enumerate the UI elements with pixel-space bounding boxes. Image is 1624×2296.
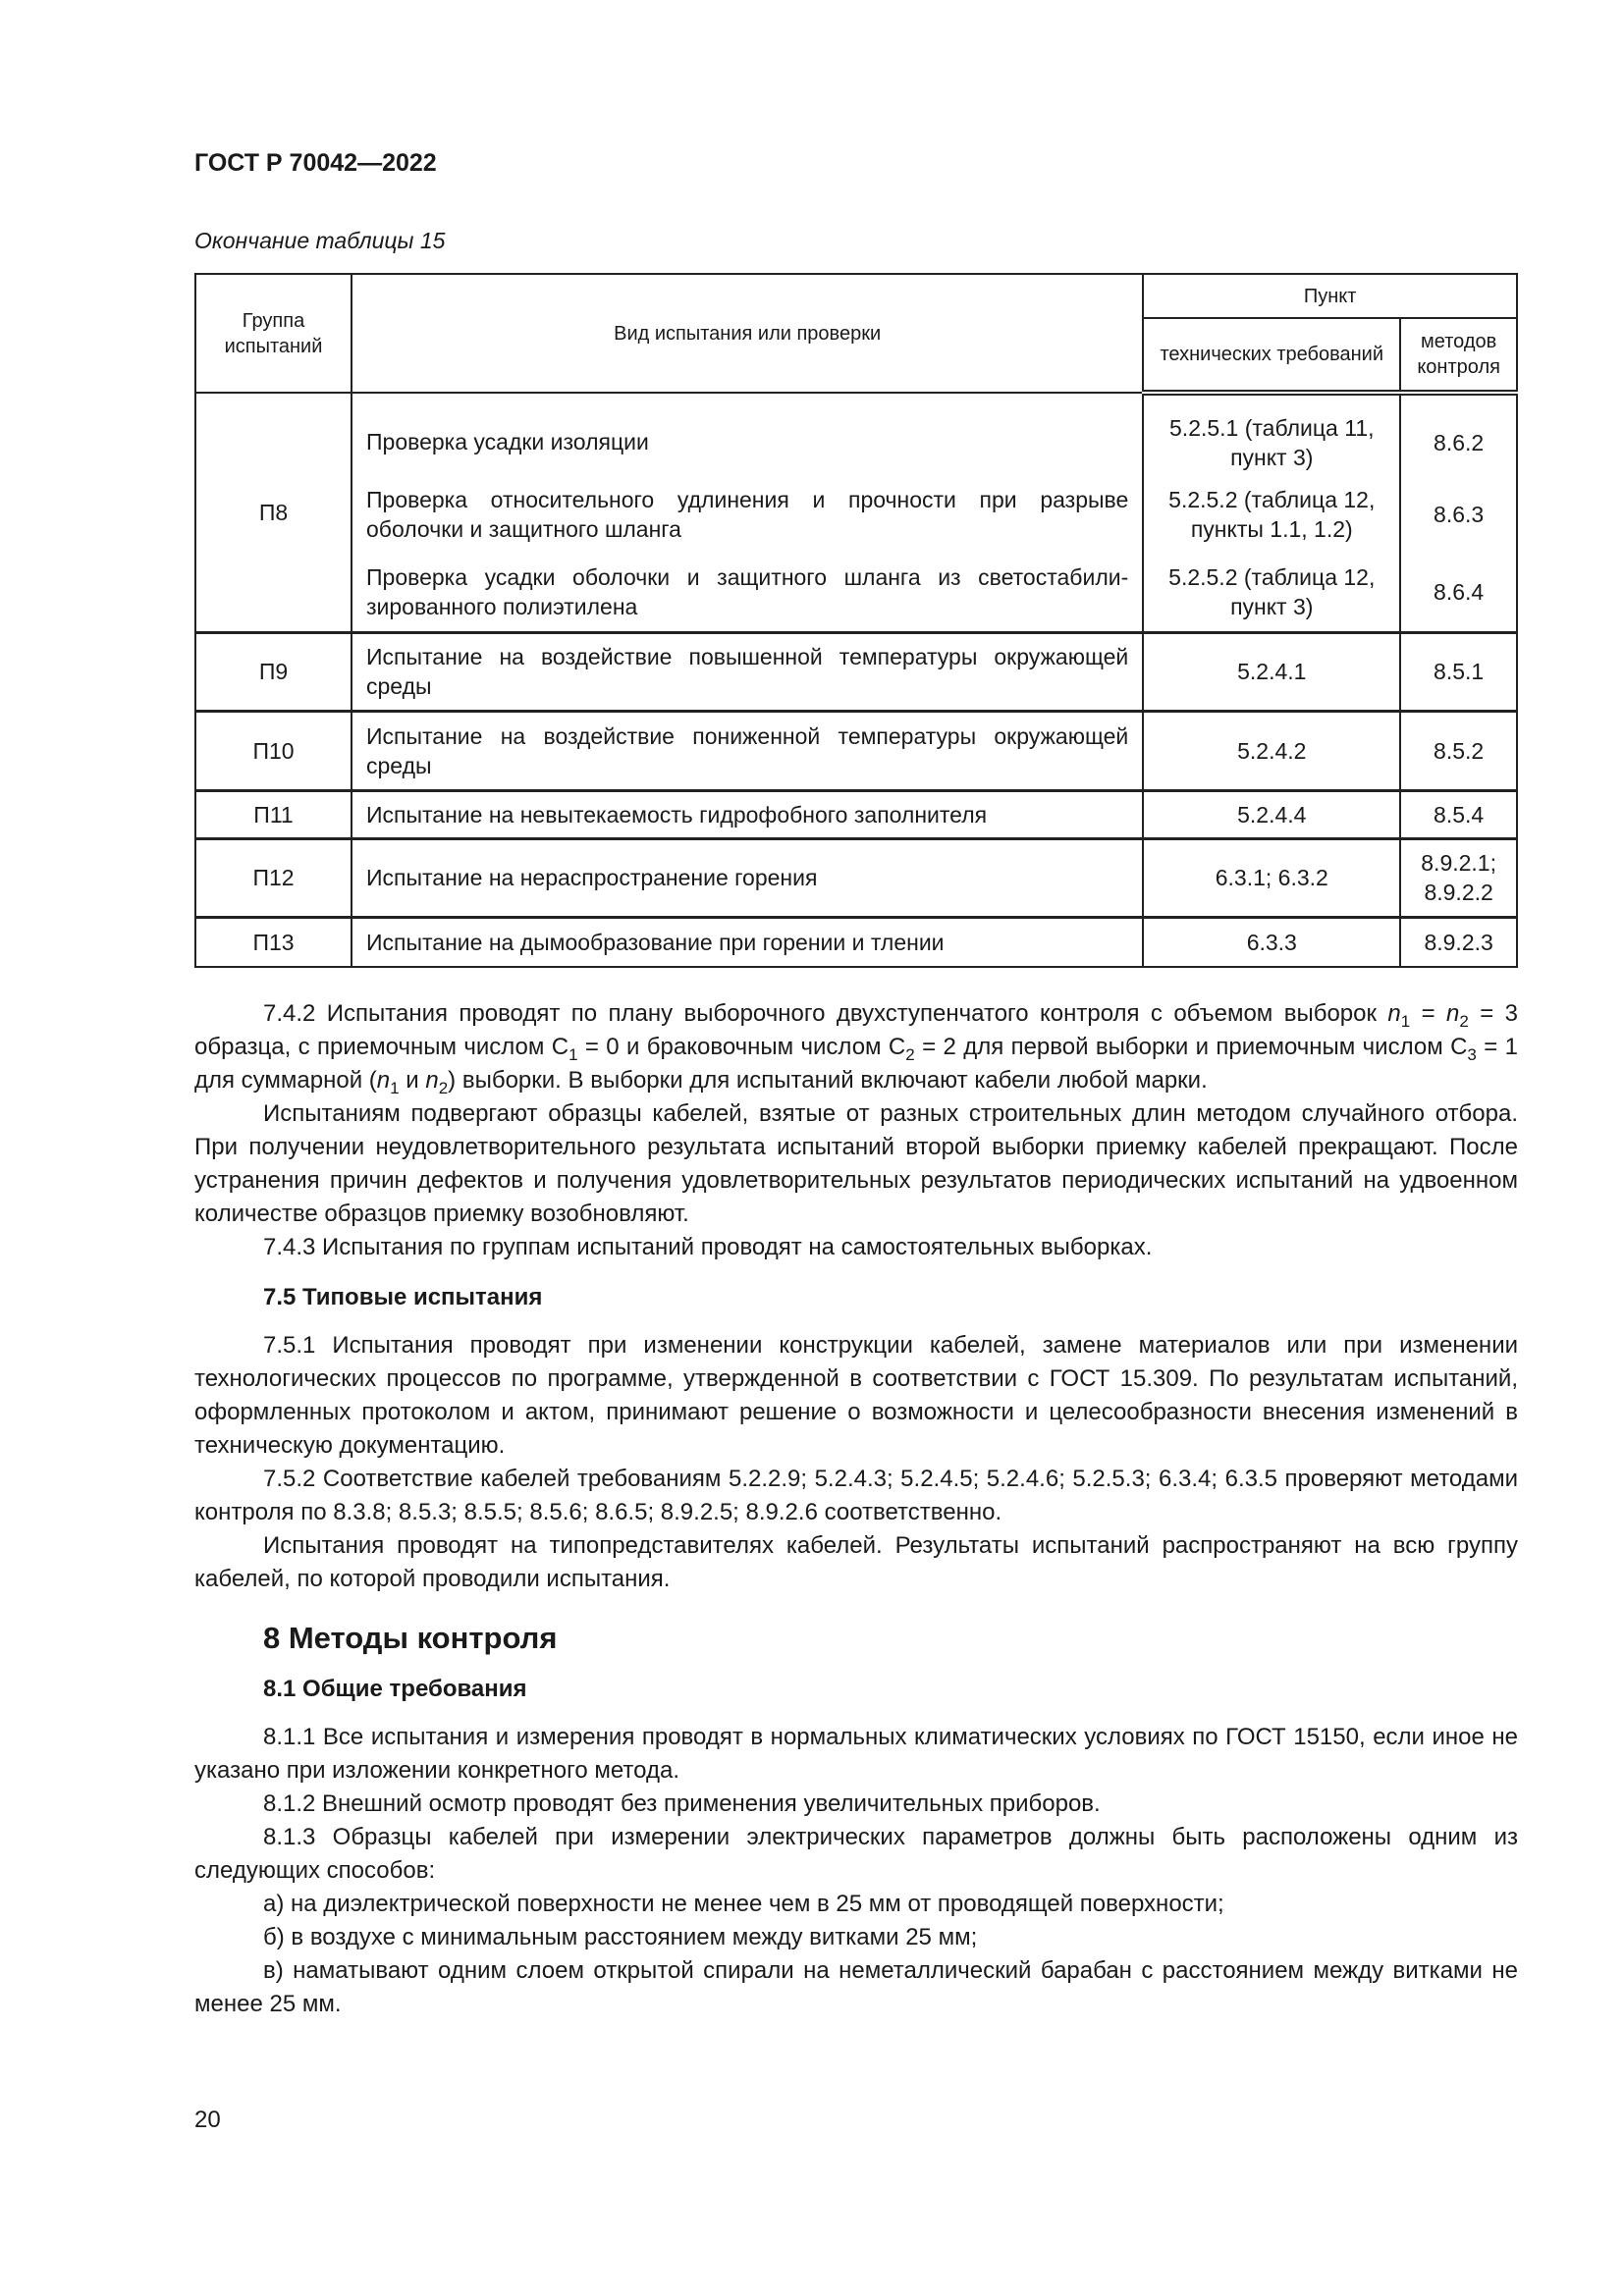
paragraph-7-5-2: 7.5.2 Соответствие кабелей требованиям 5.2.2.9; 5.2.4.3; 5.2.4.5; 5.2.4.6; 5.2.5.3; 6.3.4; 6.3.5 проверяют методами контроля по 8.3.8; 8.5.3; 8.5.5; 8.5.6; 8.6.5; 8.9.2.5; 8.9.2.6 соответственно. bbox=[194, 1466, 1518, 1525]
variable: n bbox=[1387, 1000, 1401, 1027]
subscript: 3 bbox=[1467, 1045, 1477, 1064]
paragraph: Испытаниям подвергают образцы кабелей, взятые от разных строительных длин методом случайного отбора. При получении неудовлетворительного результата испытаний второй выборки приемку кабелей прекращают. После устранения причин дефектов и получения удовлетворительных результатов периодических испытаний на удвоенном количестве образцов приемку возобновляют. bbox=[194, 1100, 1518, 1227]
tech-cell: 5.2.5.2 (таблица 12, пункты 1.1, 1.2) bbox=[1143, 475, 1400, 554]
methods-cell: 8.5.1 bbox=[1400, 632, 1517, 711]
tech-cell: 5.2.4.2 bbox=[1143, 711, 1400, 790]
methods-cell: 8.9.2.3 bbox=[1400, 917, 1517, 967]
tech-cell: 5.2.5.2 (таблица 12, пункт 3) bbox=[1143, 554, 1400, 632]
group-cell: П13 bbox=[195, 917, 352, 967]
table-row bbox=[195, 475, 1517, 554]
header-methods: методов контроля bbox=[1400, 318, 1517, 393]
variable: n bbox=[425, 1067, 439, 1094]
text-segment: = 0 и браковочным числом С bbox=[577, 1034, 906, 1060]
group-cell: П10 bbox=[195, 711, 352, 790]
text-segment: 7.4.2 Испытания проводят по плану выборочного двухступенчатого контроля с объемом выборок bbox=[263, 1000, 1388, 1027]
methods-cell: 8.5.4 bbox=[1400, 790, 1517, 838]
subscript: 2 bbox=[905, 1045, 915, 1064]
paragraph: Испытания проводят на типопредставителях кабелей. Результаты испытаний распространяют на всю группу кабелей, по которой проводили испытания. bbox=[194, 1532, 1518, 1592]
table-row bbox=[195, 917, 1517, 967]
paragraph-8-1-1: 8.1.1 Все испытания и измерения проводят в нормальных климатических условиях по ГОСТ 15150, если иное не указано при изложении конкретного метода. bbox=[194, 1724, 1518, 1784]
type-cell: Проверка усадки оболочки и защитного шланга из светостабилизированного полиэтилена bbox=[352, 554, 1143, 632]
tech-cell: 5.2.4.4 bbox=[1143, 790, 1400, 838]
subscript: 2 bbox=[438, 1079, 449, 1097]
heading-8: 8 Методы контроля bbox=[263, 1621, 558, 1655]
variable: n bbox=[376, 1067, 391, 1094]
text-segment: = bbox=[1410, 1000, 1447, 1027]
table-caption: Окончание таблицы 15 bbox=[194, 228, 446, 253]
text-segment: = 2 для первой выборки и приемочным числом С bbox=[914, 1034, 1468, 1060]
methods-cell: 8.6.4 bbox=[1400, 554, 1517, 632]
header-clause: Пункт bbox=[1143, 274, 1517, 318]
table-row bbox=[195, 838, 1517, 917]
section-7-4-text bbox=[194, 997, 1518, 2021]
heading-7-5: 7.5 Типовые испытания bbox=[263, 1284, 543, 1310]
methods-cell: 8.6.2 bbox=[1400, 393, 1517, 475]
text-segment: = 3 образца, с приемочным числом С bbox=[194, 1000, 1519, 1060]
table-row bbox=[195, 554, 1517, 632]
header-tech: технических требований bbox=[1143, 318, 1400, 393]
text-segment: = 1 для суммарной ( bbox=[194, 1034, 1518, 1094]
type-cell: Испытание на дымообразование при горении и тлении bbox=[352, 917, 1143, 967]
group-cell: П8 bbox=[195, 393, 352, 632]
paragraph-8-1-3: 8.1.3 Образцы кабелей при измерении электрических параметров должны быть расположены одним из следующих способов: bbox=[194, 1824, 1518, 1884]
table-row bbox=[195, 632, 1517, 711]
methods-cell: 8.5.2 bbox=[1400, 711, 1517, 790]
list-item-a: а) на диэлектрической поверхности не менее чем в 25 мм от проводящей поверхности; bbox=[263, 1891, 1224, 1917]
header-type: Вид испытания или проверки bbox=[352, 274, 1143, 393]
subscript: 1 bbox=[1400, 1012, 1411, 1031]
table-row bbox=[195, 790, 1517, 838]
type-cell: Проверка относительного удлинения и прочности при разрыве оболочки и защитного шланга bbox=[352, 475, 1143, 554]
paragraph-7-4-3: 7.4.3 Испытания по группам испытаний проводят на самостоятельных выборках. bbox=[263, 1234, 1153, 1260]
type-cell: Проверка усадки изоляции bbox=[352, 393, 1143, 475]
methods-cell: 8.6.3 bbox=[1400, 475, 1517, 554]
tech-cell: 6.3.3 bbox=[1143, 917, 1400, 967]
subscript: 1 bbox=[568, 1045, 578, 1064]
methods-cell: 8.9.2.1; 8.9.2.2 bbox=[1400, 838, 1517, 917]
type-cell: Испытание на невытекаемость гидрофобного заполнителя bbox=[352, 790, 1143, 838]
table-row bbox=[195, 711, 1517, 790]
table-row bbox=[195, 393, 1517, 475]
subscript: 1 bbox=[390, 1079, 400, 1097]
group-cell: П12 bbox=[195, 838, 352, 917]
variable: n bbox=[1446, 1000, 1460, 1027]
type-cell: Испытание на воздействие пониженной температуры окружающей среды bbox=[352, 711, 1143, 790]
type-cell: Испытание на воздействие повышенной температуры окружающей среды bbox=[352, 632, 1143, 711]
list-item-b: б) в воздухе с минимальным расстоянием между витками 25 мм; bbox=[263, 1924, 978, 1950]
text-segment: ) выборки. В выборки для испытаний включают кабели любой марки. bbox=[448, 1067, 1208, 1094]
paragraph-8-1-2: 8.1.2 Внешний осмотр проводят без применения увеличительных приборов. bbox=[263, 1790, 1101, 1817]
type-cell: Испытание на нераспространение горения bbox=[352, 838, 1143, 917]
document-id: ГОСТ Р 70042—2022 bbox=[194, 149, 437, 177]
header-group: Группа испытаний bbox=[195, 274, 352, 393]
paragraph-7-5-1: 7.5.1 Испытания проводят при изменении конструкции кабелей, замене материалов или при изменении технологических процессов по программе, утвержденной в соответствии с ГОСТ 15.309. По результатам испытаний, оформленных протоколом и актом, принимают решение о возможности и целесообразности внесения изменений в техническую документацию. bbox=[194, 1332, 1518, 1459]
tech-cell: 5.2.4.1 bbox=[1143, 632, 1400, 711]
tech-cell: 5.2.5.1 (таблица 11, пункт 3) bbox=[1143, 393, 1400, 475]
paragraph-7-4-2 bbox=[194, 997, 1518, 1097]
page-number: 20 bbox=[194, 2107, 221, 2133]
group-cell: П9 bbox=[195, 632, 352, 711]
heading-8-1: 8.1 Общие требования bbox=[263, 1676, 527, 1702]
subscript: 2 bbox=[1459, 1012, 1469, 1031]
group-cell: П11 bbox=[195, 790, 352, 838]
text-segment: и bbox=[399, 1067, 426, 1094]
list-item-c: в) наматывают одним слоем открытой спирали на неметаллический барабан с расстоянием между витками не менее 25 мм. bbox=[194, 1957, 1518, 2017]
tests-table bbox=[194, 273, 1518, 968]
tech-cell: 6.3.1; 6.3.2 bbox=[1143, 838, 1400, 917]
